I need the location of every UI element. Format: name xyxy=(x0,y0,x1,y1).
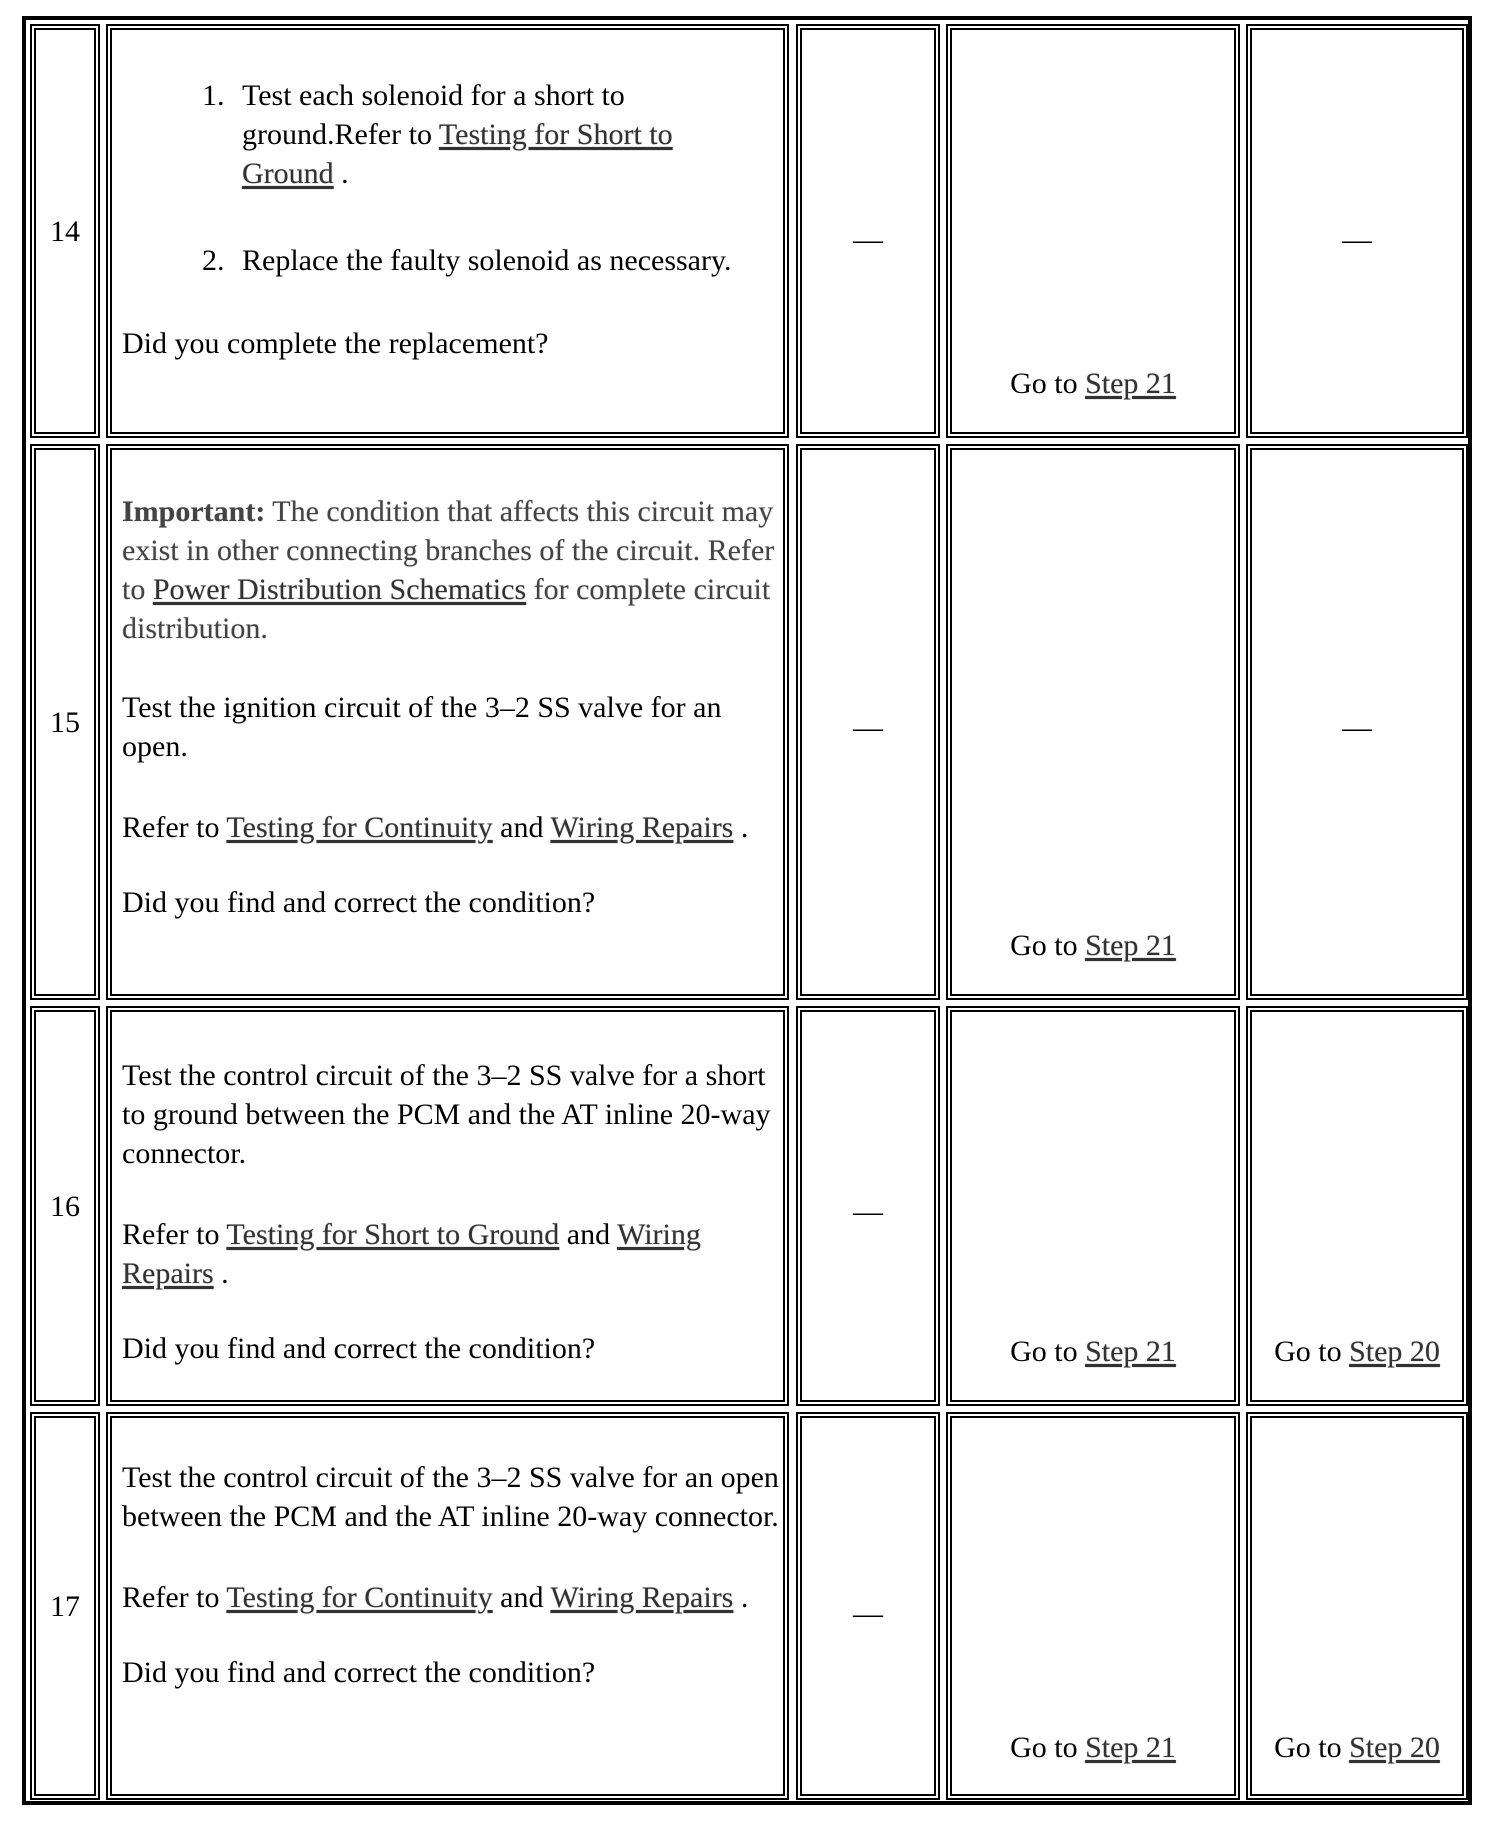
question-text: Did you find and correct the condition? xyxy=(122,1656,596,1689)
value-dash: — xyxy=(853,1597,883,1630)
instruction-text: Test the control circuit of the 3–2 SS valve for a short to ground between the PCM and the AT inline 20-way connector. xyxy=(122,1059,771,1170)
question-text: Did you find and correct the condition? xyxy=(122,1332,596,1365)
value-dash: — xyxy=(853,711,883,744)
step-number: 15 xyxy=(50,705,80,739)
link-step-20[interactable]: Step 20 xyxy=(1349,1731,1440,1764)
link-testing-continuity[interactable]: Testing for Continuity xyxy=(226,811,493,844)
action-cell xyxy=(106,1412,789,1800)
diagnostic-table xyxy=(22,16,1472,1805)
link-wiring-repairs[interactable]: Wiring Repairs xyxy=(550,811,734,844)
step-number: 16 xyxy=(50,1189,80,1223)
link-power-distribution-schematics[interactable]: Power Distribution Schematics xyxy=(152,573,527,606)
step-number-cell xyxy=(30,24,100,438)
refer-text: Refer to Testing for Short to Ground and Wiring Repairs . xyxy=(122,1218,701,1290)
list-item: 2. Replace the faulty solenoid as necessary. xyxy=(202,244,732,277)
link-testing-short-to-ground[interactable]: Testing for Short to Ground xyxy=(242,118,673,190)
yes-cell: Go to Step 21 xyxy=(946,1412,1240,1800)
step-number-cell xyxy=(30,1006,100,1406)
no-cell xyxy=(1246,24,1468,438)
value-cell xyxy=(796,1006,940,1406)
link-wiring-repairs[interactable]: Wiring Repairs xyxy=(550,1581,734,1614)
step-number: 14 xyxy=(50,214,80,248)
link-step-20[interactable]: Step 20 xyxy=(1349,1335,1440,1368)
action-cell xyxy=(106,1006,789,1406)
value-cell xyxy=(796,444,940,1000)
no-cell: Go to Step 20 xyxy=(1246,1006,1468,1406)
no-cell xyxy=(1246,444,1468,1000)
action-cell xyxy=(106,444,789,1000)
question-text: Did you complete the replacement? xyxy=(122,327,549,360)
yes-cell: Go to Step 21 xyxy=(946,1006,1240,1406)
link-step-21[interactable]: Step 21 xyxy=(1085,1731,1176,1764)
instruction-text: Test the control circuit of the 3–2 SS valve for an open between the PCM and the AT inline 20-way connector. xyxy=(122,1461,779,1533)
value-dash: — xyxy=(853,1195,883,1228)
important-note: Important: The condition that affects this circuit may exist in other connecting branches of the circuit. Refer to Power Distribution Schematics for complete circuit distribution. xyxy=(122,495,775,645)
link-wiring-repairs[interactable]: Wiring Repairs xyxy=(122,1218,701,1290)
no-dash: — xyxy=(1342,711,1372,744)
no-dash: — xyxy=(1342,223,1372,256)
refer-text: Refer to Testing for Continuity and Wiring Repairs . xyxy=(122,1581,749,1614)
instruction-text: Test the ignition circuit of the 3–2 SS valve for an open. xyxy=(122,691,722,763)
value-dash: — xyxy=(853,223,883,256)
link-testing-continuity[interactable]: Testing for Continuity xyxy=(226,1581,493,1614)
step-number-cell xyxy=(30,1412,100,1800)
link-step-21[interactable]: Step 21 xyxy=(1085,367,1176,400)
refer-text: Refer to Testing for Continuity and Wiring Repairs . xyxy=(122,811,749,844)
link-step-21[interactable]: Step 21 xyxy=(1085,929,1176,962)
action-cell xyxy=(106,24,789,438)
no-cell: Go to Step 20 xyxy=(1246,1412,1468,1800)
action-list xyxy=(122,76,779,280)
link-testing-short-to-ground[interactable]: Testing for Short to Ground xyxy=(226,1218,560,1251)
list-item: 1. Test each solenoid for a short to ground.Refer to Testing for Short to Ground . xyxy=(202,79,673,190)
value-cell xyxy=(796,1412,940,1800)
question-text: Did you find and correct the condition? xyxy=(122,886,596,919)
step-number-cell xyxy=(30,444,100,1000)
value-cell xyxy=(796,24,940,438)
link-step-21[interactable]: Step 21 xyxy=(1085,1335,1176,1368)
yes-cell: Go to Step 21 xyxy=(946,24,1240,438)
yes-cell: Go to Step 21 xyxy=(946,444,1240,1000)
step-number: 17 xyxy=(50,1589,80,1623)
